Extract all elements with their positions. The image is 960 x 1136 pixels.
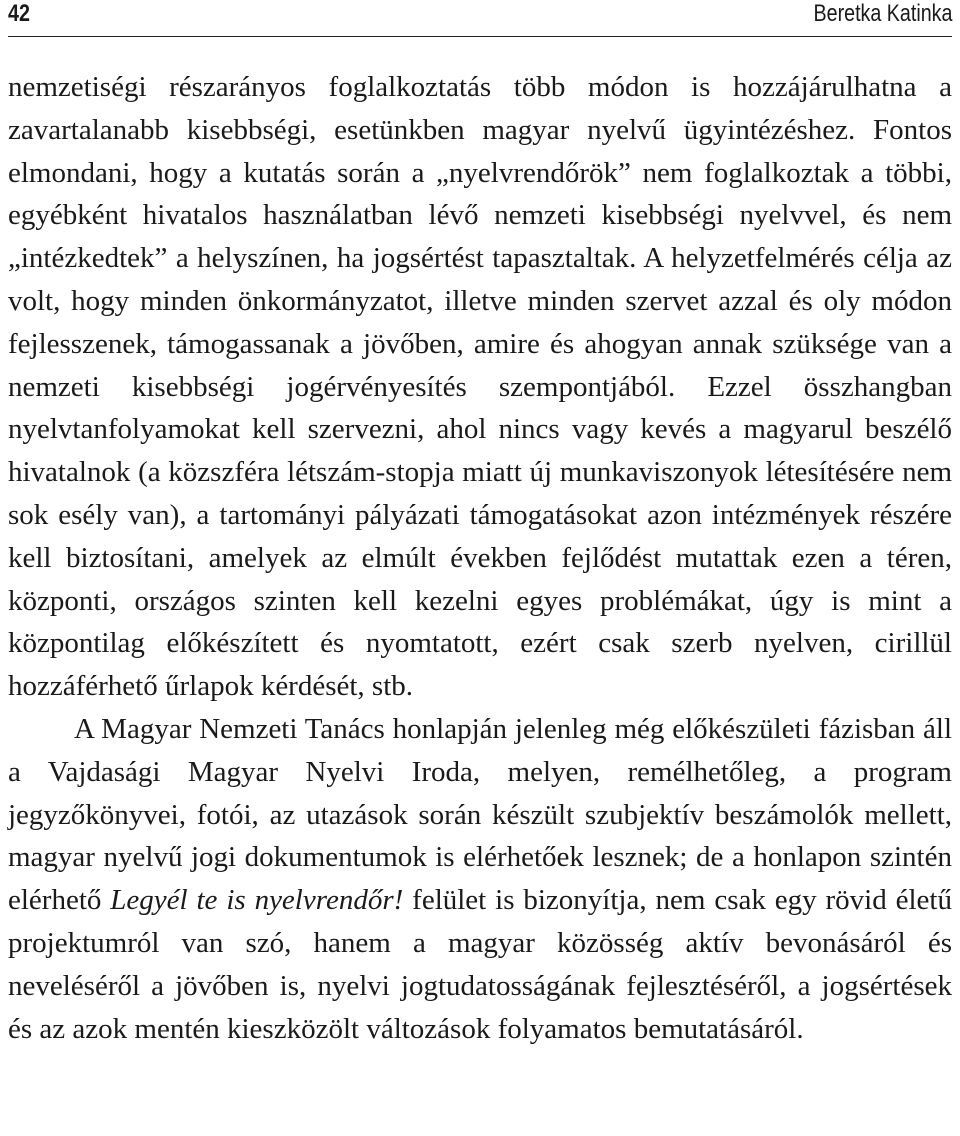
- italic-title: Legyél te is nyelvrendőr!: [110, 884, 404, 917]
- paragraph-text: felület is bizonyítja, nem csak egy rövid életű projektumról van szó, hanem a magyar közösség aktív bevonásáról és neveléséről a jövőben is, nyelvi jogtudatosságának fejlesztéséről, a jogsértések és az azok mentén kieszközölt változások folyamatos bemutatásáról.: [8, 884, 952, 1045]
- page-header: [8, 0, 952, 37]
- paragraph: nemzetiségi részarányos foglalkoztatás több módon is hozzájárulhatna a zavartalanabb kisebbségi, esetünkben magyar nyelvű ügyintézéshez. Fontos elmondani, hogy a kutatás során a „nyelvrendőrök” nem foglalkoztak a többi, egyébként hivatalos használatban lévő nemzeti kisebbségi nyelvvel, és nem „intézkedtek” a helyszínen, ha jogsértést tapasztaltak. A helyzetfelmérés célja az volt, hogy minden önkormányzatot, illetve minden szervet azzal és oly módon fejlesszenek, támogassanak a jövőben, amire és ahogyan annak szüksége van a nemzeti kisebbségi jogérvényesítés szempontjából. Ezzel összhangban nyelvtanfolyamokat kell szervezni, ahol nincs vagy kevés a magyarul beszélő hivatalnok (a közszféra létszám-stopja miatt új munkaviszonyok létesítésére nem sok esély van), a tartományi pályázati támogatásokat azon intézmények részére kell biztosítani, amelyek az elmúlt években fejlődést mutattak ezen a téren, központi, országos szinten kell kezelni egyes problémákat, úgy is mint a központilag előkészített és nyomtatott, ezért csak szerb nyelven, cirillül hozzáférhető űrlapok kérdését, stb.: [8, 71, 952, 703]
- paragraph: [8, 708, 952, 1050]
- paragraph-text: A Magyar Nemzeti Tanács honlapján jelenleg még előkészületi fázisban áll a Vajdasági Magyar Nyelvi Iroda, melyen, remélhetőleg, a program jegyzőkönyvei, fotói, az utazások során készült szubjektív beszámolók mellett, magyar nyelvű jogi dokumentumok is elérhetőek lesznek; de a honlapon szintén elérhető: [8, 712, 952, 917]
- body-text: [8, 66, 952, 1050]
- page-number: 42: [8, 0, 30, 27]
- running-head-author: Beretka Katinka: [813, 0, 952, 27]
